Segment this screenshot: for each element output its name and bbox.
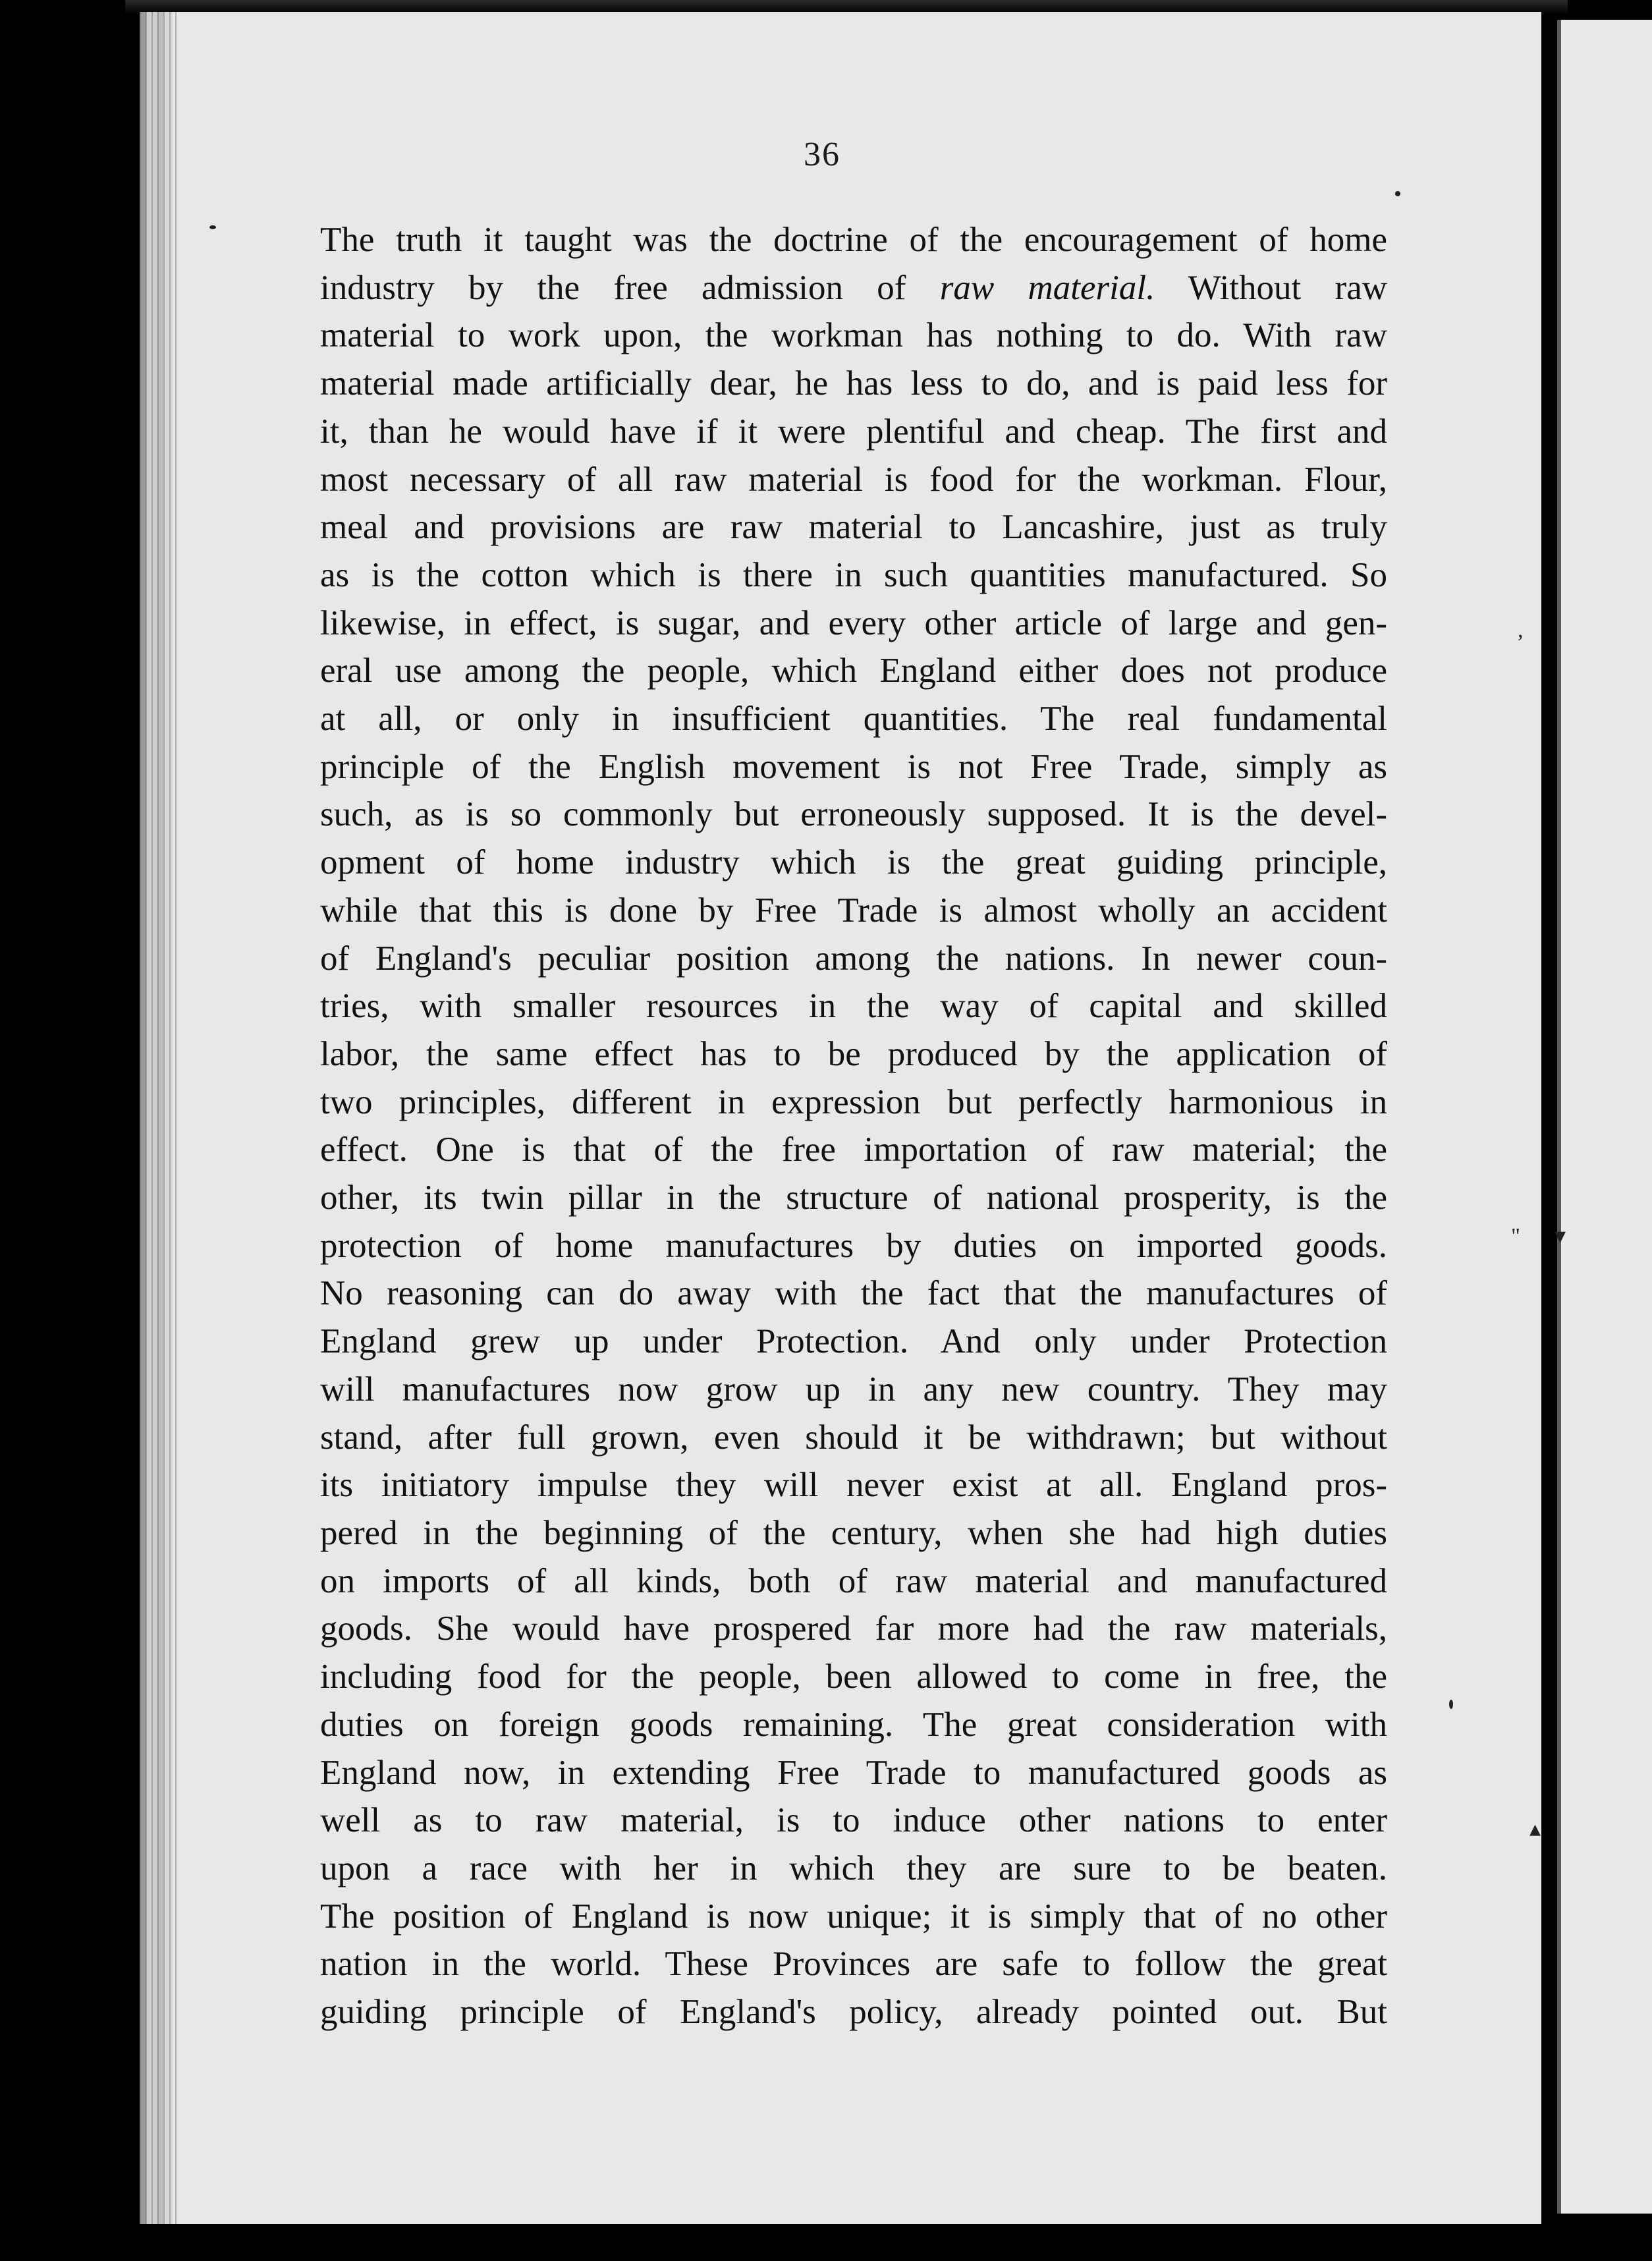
italic-phrase: raw material. bbox=[939, 268, 1155, 307]
text-line: at all, or only in insufficient quantities. The real fundamental bbox=[320, 700, 1387, 739]
text-line: two principles, different in expression but perfectly harmonious in bbox=[320, 1082, 1387, 1121]
text-line: other, its twin pillar in the structure of national prosperity, is the bbox=[320, 1179, 1387, 1217]
text-line: stand, after full grown, even should it be withdrawn; but without bbox=[320, 1418, 1387, 1457]
text-line: tries, with smaller resources in the way of capital and skilled bbox=[320, 987, 1387, 1026]
text-line: labor, the same effect has to be produced by the application of bbox=[320, 1034, 1387, 1073]
text-line: likewise, in effect, is sugar, and every other article of large and gen- bbox=[320, 603, 1387, 642]
margin-mark: " bbox=[1511, 1224, 1520, 1248]
text-line: meal and provisions are raw material to Lancashire, just as truly bbox=[320, 508, 1387, 547]
text-line: most necessary of all raw material is food for the workman. Flour, bbox=[320, 460, 1387, 499]
text-line: such, as is so commonly but erroneously supposed. It is the devel- bbox=[320, 795, 1387, 834]
adjacent-page-edge bbox=[1557, 20, 1652, 2214]
page-binding-edge bbox=[140, 12, 179, 2224]
margin-mark: ▾ bbox=[1555, 1224, 1566, 1248]
text-segment: Without raw bbox=[1155, 268, 1387, 307]
text-line: pered in the beginning of the century, when she had high duties bbox=[320, 1513, 1387, 1552]
margin-mark: ▴ bbox=[1529, 1817, 1541, 1841]
text-line: The position of England is now unique; it is simply that of no other bbox=[320, 1897, 1387, 1936]
text-line: principle of the English movement is not Free Trade, simply as bbox=[320, 747, 1387, 786]
text-line: effect. One is that of the free importation of raw material; the bbox=[320, 1130, 1387, 1169]
text-line: including food for the people, been allowed to come in free, the bbox=[320, 1658, 1387, 1696]
text-line: protection of home manufactures by duties on imported goods. bbox=[320, 1226, 1387, 1265]
margin-mark: , bbox=[1518, 618, 1524, 642]
text-line: it, than he would have if it were plentiful and cheap. The first and bbox=[320, 412, 1387, 451]
text-segment: industry by the free admission of bbox=[320, 268, 940, 307]
text-line: as is the cotton which is there in such quantities manufactured. So bbox=[320, 555, 1387, 594]
scan-speck bbox=[1449, 1700, 1453, 1709]
text-line: nation in the world. These Provinces are safe to follow the great bbox=[320, 1945, 1387, 1984]
text-line: goods. She would have prospered far more had the raw materials, bbox=[320, 1609, 1387, 1648]
text-line: material to work upon, the workman has nothing to do. With raw bbox=[320, 316, 1387, 355]
text-line: England grew up under Protection. And only under Protection bbox=[320, 1322, 1387, 1361]
text-line: guiding principle of England's policy, already pointed out. But bbox=[320, 1993, 1387, 2032]
text-line: opment of home industry which is the great guiding principle, bbox=[320, 843, 1387, 882]
text-line: England now, in extending Free Trade to manufactured goods as bbox=[320, 1753, 1387, 1792]
scan-speck bbox=[209, 225, 216, 229]
text-line: well as to raw material, is to induce other nations to enter bbox=[320, 1801, 1387, 1840]
text-line: eral use among the people, which England either does not produce bbox=[320, 652, 1387, 690]
text-line: The truth it taught was the doctrine of the encouragement of home bbox=[320, 221, 1387, 259]
text-line: No reasoning can do away with the fact that the manufactures of bbox=[320, 1274, 1387, 1313]
text-line: on imports of all kinds, both of raw material and manufactured bbox=[320, 1561, 1387, 1600]
page-number: 36 bbox=[804, 136, 840, 173]
text-line: will manufactures now grow up in any new country. They may bbox=[320, 1370, 1387, 1409]
text-line: of England's peculiar position among the nations. In newer coun- bbox=[320, 939, 1387, 978]
text-line: its initiatory impulse they will never exist at all. England pros- bbox=[320, 1466, 1387, 1505]
text-line: upon a race with her in which they are sure to be beaten. bbox=[320, 1849, 1387, 1887]
text-line bbox=[320, 264, 1387, 312]
text-line: while that this is done by Free Trade is almost wholly an accident bbox=[320, 891, 1387, 930]
text-line: duties on foreign goods remaining. The great consideration with bbox=[320, 1705, 1387, 1744]
text-line: material made artificially dear, he has less to do, and is paid less for bbox=[320, 364, 1387, 403]
body-text bbox=[320, 216, 1387, 2036]
scan-speck bbox=[1395, 191, 1400, 196]
